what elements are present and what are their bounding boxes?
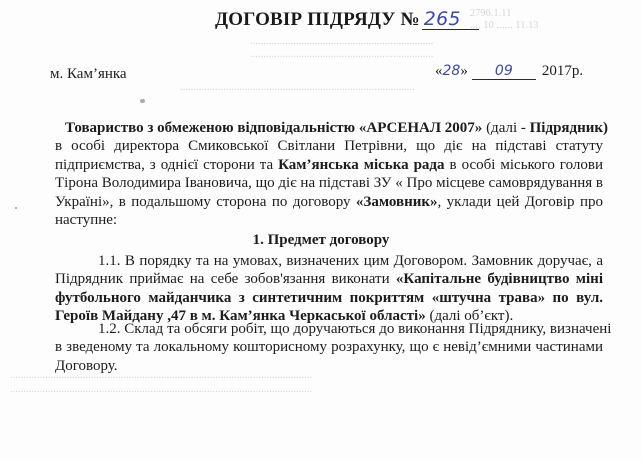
bleed-through-text: ................................................................................................................: [10, 384, 313, 395]
city-label: м. Кам’янка: [50, 66, 127, 82]
text-line: [55, 211, 603, 229]
text-line: [55, 137, 603, 155]
date-year: 2017р.: [541, 63, 584, 79]
text-line: [55, 289, 603, 307]
text-line: [55, 193, 603, 211]
text-line: [55, 252, 603, 270]
clause-1-1-paragraph: [55, 252, 603, 326]
text-line: [55, 357, 603, 375]
bleed-through-text: .......................................................................................: [180, 82, 415, 93]
text-run: 1.2. Склад та обсяги робіт, що доручаються до виконання Підряднику, визначені: [98, 321, 612, 337]
text-run: (далі об’єкт).: [425, 308, 514, 325]
scan-dot: [15, 207, 17, 209]
bold-text-run: Кам’янська міська рада: [278, 156, 445, 173]
title-text: ДОГОВІР ПІДРЯДУ №: [215, 9, 420, 30]
bleed-through-text: ................................................................................................................: [10, 370, 313, 381]
section-1-heading: 1. Предмет договору: [252, 232, 390, 248]
date-close-quote: »: [460, 63, 468, 79]
date-open-quote: «: [435, 63, 443, 79]
scan-speck: [140, 99, 145, 103]
bold-text-run: «Капітальне будівництво міні: [395, 271, 603, 288]
text-run: в особі директора Смиковської Світлани Петрівни, що діє на підставі статуту: [55, 138, 603, 155]
bleed-through-text: .... 10 ...... 11.13: [470, 20, 539, 31]
bleed-through-text: ....................................................................: [250, 36, 434, 47]
bold-text-run: Героїв Майдану ,47 в м. Кам’янка Черкаської області»: [55, 308, 426, 325]
text-run: Підрядник приймає на себе зобов'язання виконати: [55, 271, 396, 288]
text-run: , уклади цей Договір про: [437, 193, 603, 210]
text-line: [55, 338, 603, 356]
bold-text-run: «Замовник»: [355, 193, 438, 210]
text-run: Договору.: [55, 357, 118, 374]
clause-1-2-paragraph: [55, 320, 612, 375]
text-run: Україні», в подальшому сторона по договору: [55, 193, 356, 210]
text-run: наступне:: [55, 212, 118, 229]
contract-date: [435, 63, 583, 80]
text-run: 1.1. В порядку та на умовах, визначених цим Договором. Замовник доручає, а: [98, 253, 603, 269]
text-run: Тірона Володимира Івановича, що діє на підставі ЗУ « Про місцеве самоврядування в: [55, 175, 603, 192]
preamble-paragraph: [55, 119, 609, 229]
contract-number-handwritten: 265: [422, 9, 479, 30]
text-line: [55, 320, 612, 338]
text-run: в зведеному та локальному кошторисному розрахунку, що є невід’ємними частинами: [55, 339, 603, 356]
text-run: підприємства, з однієї сторони та: [55, 156, 279, 173]
text-line: [55, 156, 603, 174]
bold-text-run: футбольного майданчика з синтетичним покриттям «штучна трава» по вул.: [55, 289, 603, 306]
text-run: (далі -: [482, 120, 530, 136]
bold-text-run: Товариство з обмеженою відповідальністю «АРСЕНАЛ 2007»: [65, 120, 483, 136]
contract-title: [215, 9, 479, 31]
text-run: в особі міського голови: [444, 156, 603, 173]
bold-text-run: Підрядник): [529, 120, 609, 136]
date-day-handwritten: 28: [442, 63, 461, 79]
bleed-through-text: ....................................................................: [250, 49, 434, 60]
text-line: [55, 270, 603, 288]
date-month-handwritten: 09: [472, 63, 536, 80]
text-line: [55, 119, 609, 137]
text-line: [55, 174, 603, 192]
bleed-through-text: 2796.1.11: [470, 8, 512, 19]
